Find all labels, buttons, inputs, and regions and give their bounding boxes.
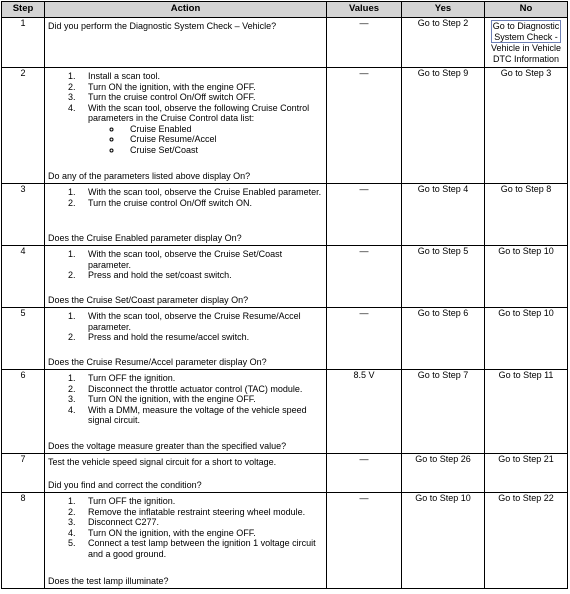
- action-item: 2. Disconnect the throttle actuator control (TAC) module.: [78, 384, 323, 395]
- action-list: [48, 71, 323, 155]
- action-cell: [45, 184, 327, 246]
- link-text-line-2: System Check -: [494, 31, 558, 42]
- values-cell: —: [327, 18, 402, 68]
- header-action: Action: [45, 2, 327, 18]
- table-row: [2, 370, 568, 454]
- action-item: 4. Turn ON the ignition, with the engine OFF.: [78, 528, 323, 539]
- question-text: Does the Cruise Enabled parameter display On?: [48, 232, 242, 243]
- yes-link[interactable]: Go to Step 6: [402, 308, 485, 370]
- no-text-line-3: Vehicle in Vehicle: [490, 43, 562, 53]
- yes-link[interactable]: Go to Step 9: [402, 68, 485, 184]
- action-list: [48, 187, 323, 208]
- step-number: 4: [2, 246, 45, 308]
- action-item: 1. Turn OFF the ignition.: [78, 373, 323, 384]
- diagnostic-system-check-link[interactable]: [491, 20, 562, 43]
- table-row: [2, 18, 568, 68]
- link-text-line-1: Go to Diagnostic: [492, 21, 560, 31]
- step-number: 2: [2, 68, 45, 184]
- values-cell: —: [327, 493, 402, 589]
- action-item: 2. Turn the cruise control On/Off switch ON.: [78, 198, 323, 209]
- action-cell: [45, 18, 327, 68]
- action-item: 2. Turn ON the ignition, with the engine OFF.: [78, 82, 323, 93]
- no-link[interactable]: Go to Step 21: [485, 454, 568, 493]
- no-text-line-4: DTC Information: [492, 53, 560, 64]
- header-no: No: [485, 2, 568, 18]
- step-number: 5: [2, 308, 45, 370]
- values-cell: —: [327, 454, 402, 493]
- action-text: Did you perform the Diagnostic System Check – Vehicle?: [48, 21, 277, 31]
- parameter-item: ◦ Cruise Enabled: [122, 124, 323, 135]
- action-list: [48, 311, 323, 343]
- action-cell: [45, 370, 327, 454]
- no-link[interactable]: Go to Step 22: [485, 493, 568, 589]
- action-item: 3. Disconnect C277.: [78, 517, 323, 528]
- action-item: 3. Turn the cruise control On/Off switch OFF.: [78, 92, 323, 103]
- action-text: Test the vehicle speed signal circuit for a short to voltage.: [48, 457, 277, 467]
- action-item: [78, 103, 323, 156]
- action-item: 1. With the scan tool, observe the Cruise Set/Coast parameter.: [78, 249, 323, 270]
- action-item: 1. With the scan tool, observe the Cruise Resume/Accel parameter.: [78, 311, 323, 332]
- no-link[interactable]: Go to Step 11: [485, 370, 568, 454]
- step-number: 6: [2, 370, 45, 454]
- values-cell: 8.5 V: [327, 370, 402, 454]
- header-step: Step: [2, 2, 45, 18]
- values-cell: —: [327, 68, 402, 184]
- yes-link[interactable]: Go to Step 4: [402, 184, 485, 246]
- yes-link[interactable]: Go to Step 2: [402, 18, 485, 68]
- action-item: 2. Press and hold the resume/accel switch.: [78, 332, 323, 343]
- table-row: [2, 493, 568, 589]
- header-values: Values: [327, 2, 402, 18]
- parameter-item: ◦ Cruise Set/Coast: [122, 145, 323, 156]
- values-cell: —: [327, 308, 402, 370]
- no-cell: [485, 18, 568, 68]
- table-row: [2, 308, 568, 370]
- action-cell: [45, 308, 327, 370]
- diagnostic-table: [1, 1, 568, 589]
- no-link[interactable]: Go to Step 3: [485, 68, 568, 184]
- step-number: 1: [2, 18, 45, 68]
- yes-link[interactable]: Go to Step 5: [402, 246, 485, 308]
- action-item: 5. Connect a test lamp between the ignition 1 voltage circuit and a good ground.: [78, 538, 323, 559]
- no-link[interactable]: Go to Step 8: [485, 184, 568, 246]
- values-cell: —: [327, 246, 402, 308]
- action-item: 1. With the scan tool, observe the Cruise Enabled parameter.: [78, 187, 323, 198]
- question-text: Does the test lamp illuminate?: [48, 575, 169, 586]
- no-link[interactable]: Go to Step 10: [485, 246, 568, 308]
- action-item: 2. Press and hold the set/coast switch.: [78, 270, 323, 281]
- table-row: [2, 246, 568, 308]
- action-cell: [45, 68, 327, 184]
- table-row: [2, 184, 568, 246]
- step-number: 7: [2, 454, 45, 493]
- action-item: 1. Turn OFF the ignition.: [78, 496, 323, 507]
- action-cell: [45, 454, 327, 493]
- yes-link[interactable]: Go to Step 26: [402, 454, 485, 493]
- action-list: [48, 373, 323, 426]
- question-text: Does the Cruise Set/Coast parameter display On?: [48, 294, 249, 305]
- yes-link[interactable]: Go to Step 7: [402, 370, 485, 454]
- header-yes: Yes: [402, 2, 485, 18]
- action-item-text: With the scan tool, observe the following Cruise Control parameters in the Cruise Control data list:: [88, 102, 310, 123]
- action-item: 1. Install a scan tool.: [78, 71, 323, 82]
- header-row: [2, 2, 568, 18]
- step-number: 3: [2, 184, 45, 246]
- parameter-list: [88, 124, 323, 156]
- action-item: 3. Turn ON the ignition, with the engine OFF.: [78, 394, 323, 405]
- action-item: 4. With a DMM, measure the voltage of the vehicle speed signal circuit.: [78, 405, 323, 426]
- parameter-item: ◦ Cruise Resume/Accel: [122, 134, 323, 145]
- table-row: [2, 68, 568, 184]
- step-number: 8: [2, 493, 45, 589]
- values-cell: —: [327, 184, 402, 246]
- action-list: [48, 496, 323, 559]
- action-cell: [45, 246, 327, 308]
- question-text: Does the Cruise Resume/Accel parameter display On?: [48, 356, 267, 367]
- table-row: [2, 454, 568, 493]
- action-cell: [45, 493, 327, 589]
- question-text: Does the voltage measure greater than the specified value?: [48, 440, 287, 451]
- no-link[interactable]: Go to Step 10: [485, 308, 568, 370]
- question-text: Do any of the parameters listed above display On?: [48, 170, 251, 181]
- action-list: [48, 249, 323, 281]
- action-item: 2. Remove the inflatable restraint steering wheel module.: [78, 507, 323, 518]
- question-text: Did you find and correct the condition?: [48, 479, 202, 490]
- yes-link[interactable]: Go to Step 10: [402, 493, 485, 589]
